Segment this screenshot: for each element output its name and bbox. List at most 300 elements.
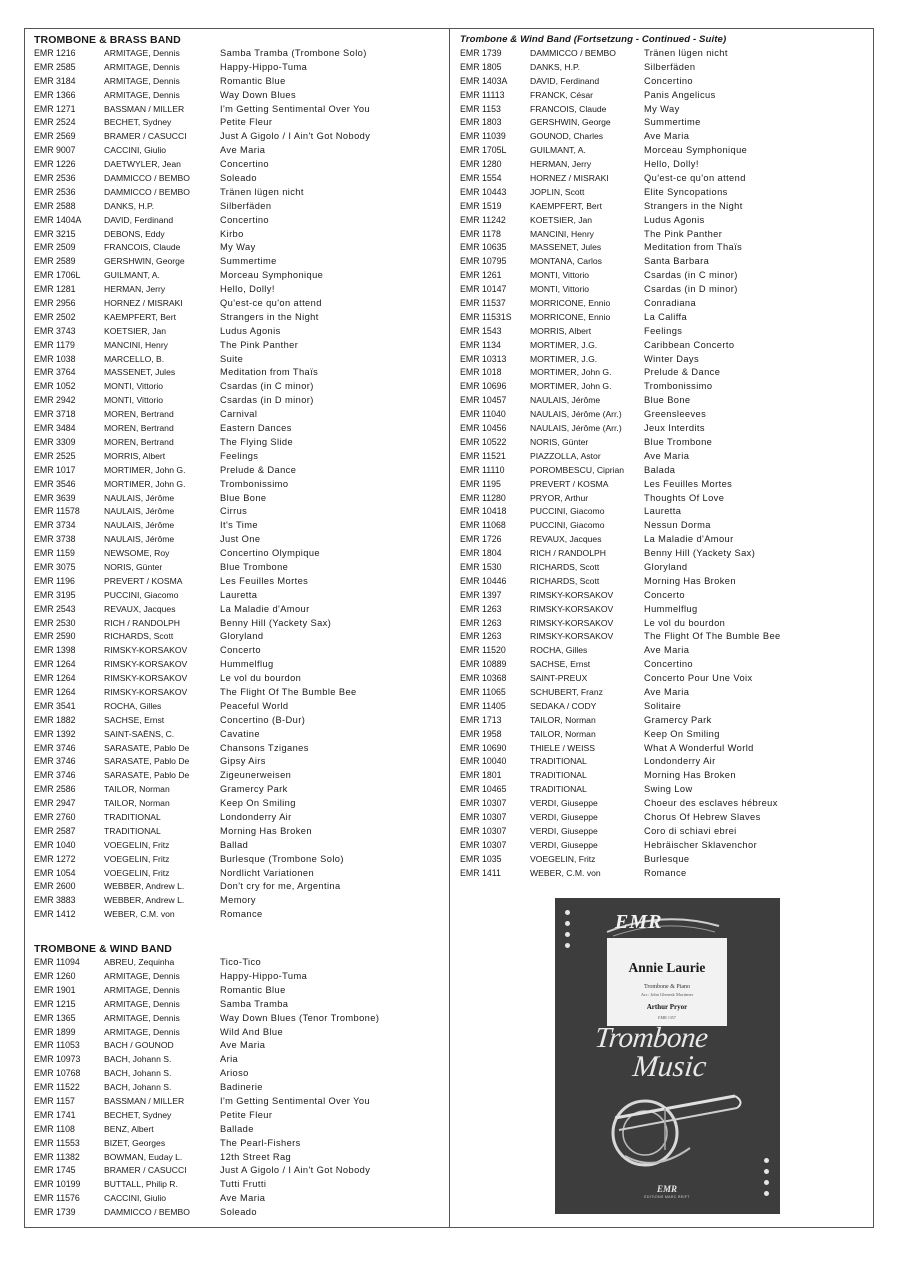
cover-series-line1: Trombone [593, 1022, 710, 1054]
composer-name: BASSMAN / MILLER [104, 1096, 185, 1107]
work-title: Nessun Dorma [644, 520, 711, 531]
composer-name: POROMBESCU, Ciprian [530, 464, 625, 475]
catalog-row [34, 255, 444, 269]
work-title: Samba Tramba [220, 998, 289, 1009]
composer-name: MORTIMER, J.G. [530, 339, 598, 350]
catalog-row [34, 742, 444, 756]
cover-dots-left [565, 910, 571, 954]
composer-name: ARMITAGE, Dennis [104, 61, 180, 72]
catalog-row [460, 366, 870, 380]
trombone-icon [595, 1078, 745, 1178]
catalog-row [460, 325, 870, 339]
catalog-number: EMR 10522 [460, 436, 507, 447]
composer-name: HORNEZ / MISRAKI [104, 298, 183, 309]
catalog-row [460, 144, 870, 158]
work-title: Feelings [220, 450, 259, 461]
catalog-row [460, 755, 870, 769]
composer-name: MORTIMER, J.G. [530, 353, 598, 364]
work-title: Hello, Dolly! [220, 284, 275, 295]
catalog-row [34, 394, 444, 408]
section-heading-continued: Trombone & Wind Band (Fortsetzung - Continued - Suite) [460, 34, 727, 45]
work-title: Romance [644, 867, 687, 878]
catalog-number: EMR 10199 [34, 1179, 81, 1190]
composer-name: MORRICONE, Ennio [530, 311, 611, 322]
catalog-number: EMR 1108 [34, 1123, 75, 1134]
work-title: Aria [220, 1054, 239, 1065]
work-title: Blue Bone [644, 395, 691, 406]
composer-name: FRANCK, César [530, 89, 594, 100]
catalog-number: EMR 11578 [34, 506, 80, 517]
catalog-row [34, 1012, 444, 1026]
catalog-number: EMR 11039 [460, 131, 506, 142]
composer-name: PUCCINI, Giacomo [530, 506, 605, 517]
composer-name: RIMSKY-KORSAKOV [530, 617, 614, 628]
catalog-number: EMR 11068 [460, 520, 506, 531]
catalog-row [460, 228, 870, 242]
work-title: Ave Maria [220, 1193, 266, 1204]
work-title: I'm Getting Sentimental Over You [220, 103, 370, 114]
work-title: Benny Hill (Yackety Sax) [644, 548, 756, 559]
composer-name: DAMMICCO / BEMBO [530, 48, 616, 58]
catalog-number: EMR 3746 [34, 770, 76, 781]
catalog-number: EMR 1543 [460, 325, 502, 336]
catalog-row [34, 575, 444, 589]
catalog-row [460, 867, 870, 881]
work-title: Morceau Symphonique [220, 270, 324, 281]
work-title: Benny Hill (Yackety Sax) [220, 617, 332, 628]
work-title: Cavatine [220, 728, 260, 739]
catalog-number: EMR 3639 [34, 492, 76, 503]
catalog-number: EMR 10040 [460, 756, 507, 767]
catalog-row [34, 1039, 444, 1053]
catalog-number: EMR 2947 [34, 798, 76, 809]
catalog-row [460, 311, 870, 325]
catalog-number: EMR 3541 [34, 700, 76, 711]
catalog-row [34, 353, 444, 367]
work-title: Soleado [220, 173, 257, 184]
work-title: Morning Has Broken [644, 770, 736, 781]
catalog-number: EMR 3734 [34, 520, 76, 531]
catalog-row [34, 144, 444, 158]
work-title: Tränen lügen nicht [644, 48, 728, 58]
catalog-row [34, 630, 444, 644]
catalog-number: EMR 11382 [34, 1151, 80, 1162]
catalog-number: EMR 1706L [34, 270, 81, 281]
catalog-number: EMR 11576 [34, 1193, 80, 1204]
work-title: Feelings [644, 325, 683, 336]
composer-name: MONTI, Vittorio [104, 395, 164, 406]
catalog-number: EMR 1052 [34, 381, 76, 392]
catalog-number: EMR 1264 [34, 686, 76, 697]
catalog-number: EMR 1803 [460, 117, 502, 128]
cover-title: Annie Laurie [628, 960, 706, 975]
work-title: Memory [220, 895, 256, 906]
catalog-number: EMR 10307 [460, 811, 507, 822]
catalog-number: EMR 1365 [34, 1012, 76, 1023]
catalog-number: EMR 1196 [34, 575, 75, 586]
catalog-row [460, 825, 870, 839]
composer-name: CACCINI, Giulio [104, 1193, 167, 1204]
work-title: Solitaire [644, 700, 682, 711]
work-title: Qu'est-ce qu'on attend [644, 173, 746, 184]
work-title: Ballad [220, 839, 249, 850]
composer-name: BECHET, Sydney [104, 117, 172, 128]
work-title: Ludus Agonis [220, 325, 281, 336]
column-divider [449, 28, 450, 1228]
catalog-number: EMR 1054 [34, 867, 76, 878]
catalog-row [460, 103, 870, 117]
composer-name: DAVID, Ferdinand [530, 75, 600, 86]
composer-name: SARASATE, Pablo De [104, 770, 190, 781]
catalog-row [460, 186, 870, 200]
catalog-number: EMR 2589 [34, 256, 76, 267]
composer-name: BUTTALL, Philip R. [104, 1179, 178, 1190]
catalog-number: EMR 1745 [34, 1165, 76, 1176]
work-title: Silberfäden [220, 200, 272, 211]
catalog-row [34, 825, 444, 839]
catalog-number: EMR 1038 [34, 353, 76, 364]
cover-arranger: Arr.: John Glenesk Mortimer [640, 992, 694, 997]
composer-name: TRADITIONAL [104, 811, 161, 822]
cover-dots-right [764, 1158, 770, 1202]
catalog-row [34, 172, 444, 186]
catalog-number: EMR 1398 [34, 645, 76, 656]
composer-name: MORRICONE, Ennio [530, 298, 611, 309]
work-title: Nordlicht Variationen [220, 867, 315, 878]
composer-name: RIMSKY-KORSAKOV [530, 589, 614, 600]
work-title: My Way [220, 242, 256, 253]
work-title: Meditation from Thaïs [220, 367, 319, 378]
work-title: Concertino Olympique [220, 548, 320, 559]
catalog-number: EMR 10456 [460, 423, 507, 434]
work-title: Concertino [220, 159, 269, 170]
catalog-row [460, 339, 870, 353]
work-title: Romance [220, 909, 263, 920]
work-title: Gramercy Park [220, 784, 288, 795]
catalog-number: EMR 2760 [34, 811, 76, 822]
catalog-row [34, 714, 444, 728]
catalog-row [460, 589, 870, 603]
catalog-number: EMR 1739 [34, 1207, 76, 1218]
catalog-number: EMR 2536 [34, 186, 76, 197]
work-title: Jeux Interdits [644, 423, 705, 434]
catalog-number: EMR 3184 [34, 75, 76, 86]
work-title: Conradiana [644, 298, 697, 309]
work-title: Happy-Hippo-Tuma [220, 61, 308, 72]
catalog-number: EMR 10889 [460, 659, 507, 670]
work-title: Hummelflug [644, 603, 698, 614]
right-column [460, 33, 870, 880]
work-title: Ave Maria [644, 131, 690, 142]
catalog-row [34, 533, 444, 547]
catalog-number: EMR 2600 [34, 881, 76, 892]
catalog-number: EMR 3309 [34, 436, 76, 447]
work-title: Badinerie [220, 1082, 263, 1093]
work-title: Chorus Of Hebrew Slaves [644, 811, 761, 822]
catalog-number: EMR 10635 [460, 242, 507, 253]
publisher-logo-mark: EMR [656, 1184, 677, 1194]
composer-name: MONTANA, Carlos [530, 256, 602, 267]
catalog-row [460, 200, 870, 214]
work-title: Just One [220, 534, 261, 545]
work-title: La Maladie d'Amour [644, 534, 734, 545]
composer-name: TRADITIONAL [530, 784, 587, 795]
catalog-row [460, 478, 870, 492]
catalog-row [460, 353, 870, 367]
composer-name: MOREN, Bertrand [104, 409, 174, 420]
catalog-row [34, 1137, 444, 1151]
work-title: Panis Angelicus [644, 89, 716, 100]
catalog-row [460, 116, 870, 130]
catalog-number: EMR 1035 [460, 853, 502, 864]
work-title: Petite Fleur [220, 1109, 273, 1120]
composer-name: SAINT-PREUX [530, 673, 588, 684]
catalog-number: EMR 1178 [460, 228, 501, 239]
catalog-row [34, 492, 444, 506]
work-title: The Pearl-Fishers [220, 1137, 301, 1148]
catalog-row [34, 686, 444, 700]
catalog-number: EMR 2585 [34, 61, 76, 72]
catalog-row [460, 561, 870, 575]
catalog-number: EMR 10696 [460, 381, 507, 392]
catalog-row [460, 519, 870, 533]
work-title: Prelude & Dance [220, 464, 297, 475]
composer-name: WEBBER, Andrew L. [104, 895, 185, 906]
work-title: Concertino [644, 75, 693, 86]
composer-name: BRAMER / CASUCCI [104, 131, 187, 142]
catalog-number: EMR 1801 [460, 770, 502, 781]
catalog-number: EMR 10443 [460, 186, 507, 197]
catalog-row [34, 283, 444, 297]
catalog-row [34, 700, 444, 714]
catalog-row [34, 755, 444, 769]
catalog-number: EMR 10446 [460, 575, 507, 586]
composer-name: FRANCOIS, Claude [530, 103, 607, 114]
composer-name: HERMAN, Jerry [530, 159, 592, 170]
work-title: La Maladie d'Amour [220, 603, 310, 614]
composer-name: BIZET, Georges [104, 1137, 166, 1148]
work-title: Tränen lügen nicht [220, 186, 304, 197]
catalog-number: EMR 1403A [460, 75, 508, 86]
work-title: Summertime [644, 117, 701, 128]
composer-name: NAULAIS, Jérôme (Arr.) [530, 423, 622, 434]
catalog-number: EMR 3075 [34, 561, 76, 572]
work-title: Romantic Blue [220, 984, 286, 995]
catalog-number: EMR 11553 [34, 1137, 80, 1148]
catalog-row [460, 89, 870, 103]
catalog-number: EMR 1260 [34, 971, 76, 981]
catalog-row [34, 158, 444, 172]
catalog-row [460, 297, 870, 311]
work-title: Lauretta [644, 506, 682, 517]
composer-name: GUILMANT, A. [104, 270, 160, 281]
catalog-row [34, 75, 444, 89]
catalog-row [34, 408, 444, 422]
composer-name: NEWSOME, Roy [104, 548, 170, 559]
catalog-row [460, 283, 870, 297]
catalog-number: EMR 1366 [34, 89, 76, 100]
catalog-number: EMR 10973 [34, 1054, 81, 1065]
catalog-row [34, 297, 444, 311]
catalog-number: EMR 1901 [34, 984, 76, 995]
work-title: Tutti Frutti [220, 1179, 267, 1190]
work-title: Gloryland [220, 631, 264, 642]
catalog-row [34, 783, 444, 797]
work-title: Concertino [644, 659, 693, 670]
catalog-number: EMR 1018 [460, 367, 502, 378]
catalog-row [34, 200, 444, 214]
work-title: Silberfäden [644, 61, 696, 72]
composer-name: ARMITAGE, Dennis [104, 48, 180, 58]
catalog-row [460, 644, 870, 658]
catalog-number: EMR 10313 [460, 353, 507, 364]
catalog-row [34, 269, 444, 283]
catalog-row [460, 575, 870, 589]
composer-name: KOETSIER, Jan [530, 214, 593, 225]
catalog-row [34, 658, 444, 672]
composer-name: RICHARDS, Scott [104, 631, 174, 642]
work-title: Caribbean Concerto [644, 339, 735, 350]
work-title: Concertino (B-Dur) [220, 714, 306, 725]
catalog-number: EMR 1804 [460, 548, 502, 559]
catalog-row [460, 547, 870, 561]
composer-name: NAULAIS, Jérôme [104, 506, 175, 517]
catalog-row [460, 436, 870, 450]
composer-name: BASSMAN / MILLER [104, 103, 185, 114]
catalog-number: EMR 1404A [34, 214, 82, 225]
composer-name: MONTI, Vittorio [530, 284, 590, 295]
catalog-row [34, 956, 444, 970]
catalog-number: EMR 11065 [460, 686, 506, 697]
catalog-number: EMR 10368 [460, 673, 507, 684]
catalog-row [460, 214, 870, 228]
work-title: Ballade [220, 1123, 254, 1134]
work-title: Concerto [644, 589, 685, 600]
catalog-row [460, 255, 870, 269]
work-title: Just A Gigolo / I Ain't Got Nobody [220, 131, 371, 142]
composer-name: MONTI, Vittorio [530, 270, 590, 281]
catalog-row [460, 394, 870, 408]
catalog-row [34, 130, 444, 144]
work-title: Thoughts Of Love [644, 492, 725, 503]
catalog-number: EMR 2525 [34, 450, 76, 461]
work-title: Keep On Smiling [644, 728, 720, 739]
work-title: Chansons Tziganes [220, 742, 309, 753]
catalog-row [460, 658, 870, 672]
catalog-row [34, 103, 444, 117]
catalog-number: EMR 1281 [34, 284, 76, 295]
work-title: The Flying Slide [220, 436, 294, 447]
composer-name: BACH, Johann S. [104, 1068, 172, 1079]
catalog-number: EMR 10465 [460, 784, 507, 795]
catalog-number: EMR 10418 [460, 506, 507, 517]
catalog-number: EMR 1264 [34, 673, 76, 684]
catalog-number: EMR 11113 [460, 89, 505, 100]
catalog-row [34, 811, 444, 825]
catalog-row [34, 769, 444, 783]
catalog-row [34, 339, 444, 353]
catalog-number: EMR 3195 [34, 589, 76, 600]
catalog-number: EMR 1134 [460, 339, 501, 350]
work-title: Tico-Tico [220, 957, 262, 968]
catalog-row [34, 603, 444, 617]
catalog-number: EMR 2587 [34, 825, 76, 836]
catalog-number: EMR 1739 [460, 48, 502, 58]
left-column [34, 33, 444, 1220]
catalog-number: EMR 11531S [460, 311, 512, 322]
catalog-row [34, 1123, 444, 1137]
work-title: Hummelflug [220, 659, 274, 670]
catalog-row [34, 325, 444, 339]
work-title: Csardas (in D minor) [220, 395, 314, 406]
composer-name: VOEGELIN, Fritz [104, 867, 170, 878]
catalog-number: EMR 1159 [34, 548, 75, 559]
catalog-row [34, 366, 444, 380]
composer-name: MASSENET, Jules [530, 242, 602, 253]
composer-name: RIMSKY-KORSAKOV [104, 673, 188, 684]
composer-name: KAEMPFERT, Bert [104, 311, 176, 322]
work-title: Trombonissimo [220, 478, 289, 489]
work-title: Prelude & Dance [644, 367, 721, 378]
work-title: Morceau Symphonique [644, 145, 748, 156]
catalog-number: EMR 10307 [460, 798, 507, 809]
composer-name: BACH, Johann S. [104, 1082, 172, 1093]
work-title: Strangers in the Night [644, 200, 743, 211]
catalog-row [460, 728, 870, 742]
catalog-number: EMR 1280 [460, 159, 502, 170]
work-title: Way Down Blues (Tenor Trombone) [220, 1012, 380, 1023]
composer-name: PUCCINI, Giacomo [104, 589, 179, 600]
composer-name: MOREN, Bertrand [104, 436, 174, 447]
catalog-number: EMR 3743 [34, 325, 76, 336]
composer-name: PREVERT / KOSMA [104, 575, 183, 586]
catalog-row [460, 686, 870, 700]
composer-name: RIMSKY-KORSAKOV [530, 631, 614, 642]
composer-name: MONTI, Vittorio [104, 381, 164, 392]
catalog-row [34, 644, 444, 658]
catalog-row [460, 492, 870, 506]
work-title: Londonderry Air [644, 756, 716, 767]
work-title: The Flight Of The Bumble Bee [644, 631, 781, 642]
composer-name: DAMMICCO / BEMBO [104, 186, 190, 197]
composer-name: ARMITAGE, Dennis [104, 1026, 180, 1037]
composer-name: MORTIMER, John G. [104, 464, 186, 475]
work-title: Gramercy Park [644, 714, 712, 725]
composer-name: JOPLIN, Scott [530, 186, 585, 197]
catalog-row [34, 47, 444, 61]
composer-name: TAILOR, Norman [104, 784, 170, 795]
composer-name: ARMITAGE, Dennis [104, 971, 180, 981]
catalog-number: EMR 11522 [34, 1082, 80, 1093]
catalog-number: EMR 1215 [34, 998, 76, 1009]
catalog-number: EMR 2502 [34, 311, 76, 322]
composer-name: MANCINI, Henry [530, 228, 594, 239]
composer-name: SEDAKA / CODY [530, 700, 597, 711]
catalog-row [460, 408, 870, 422]
composer-name: MANCINI, Henry [104, 339, 168, 350]
catalog-row [34, 1053, 444, 1067]
work-title: Don't cry for me, Argentina [220, 881, 341, 892]
work-title: Meditation from Thaïs [644, 242, 743, 253]
composer-name: DAMMICCO / BEMBO [104, 173, 190, 184]
composer-name: BOWMAN, Euday L. [104, 1151, 183, 1162]
work-title: Ludus Agonis [644, 214, 705, 225]
catalog-row [460, 769, 870, 783]
catalog-number: EMR 1958 [460, 728, 502, 739]
catalog-row [34, 1178, 444, 1192]
catalog-number: EMR 1392 [34, 728, 76, 739]
catalog-row [460, 603, 870, 617]
